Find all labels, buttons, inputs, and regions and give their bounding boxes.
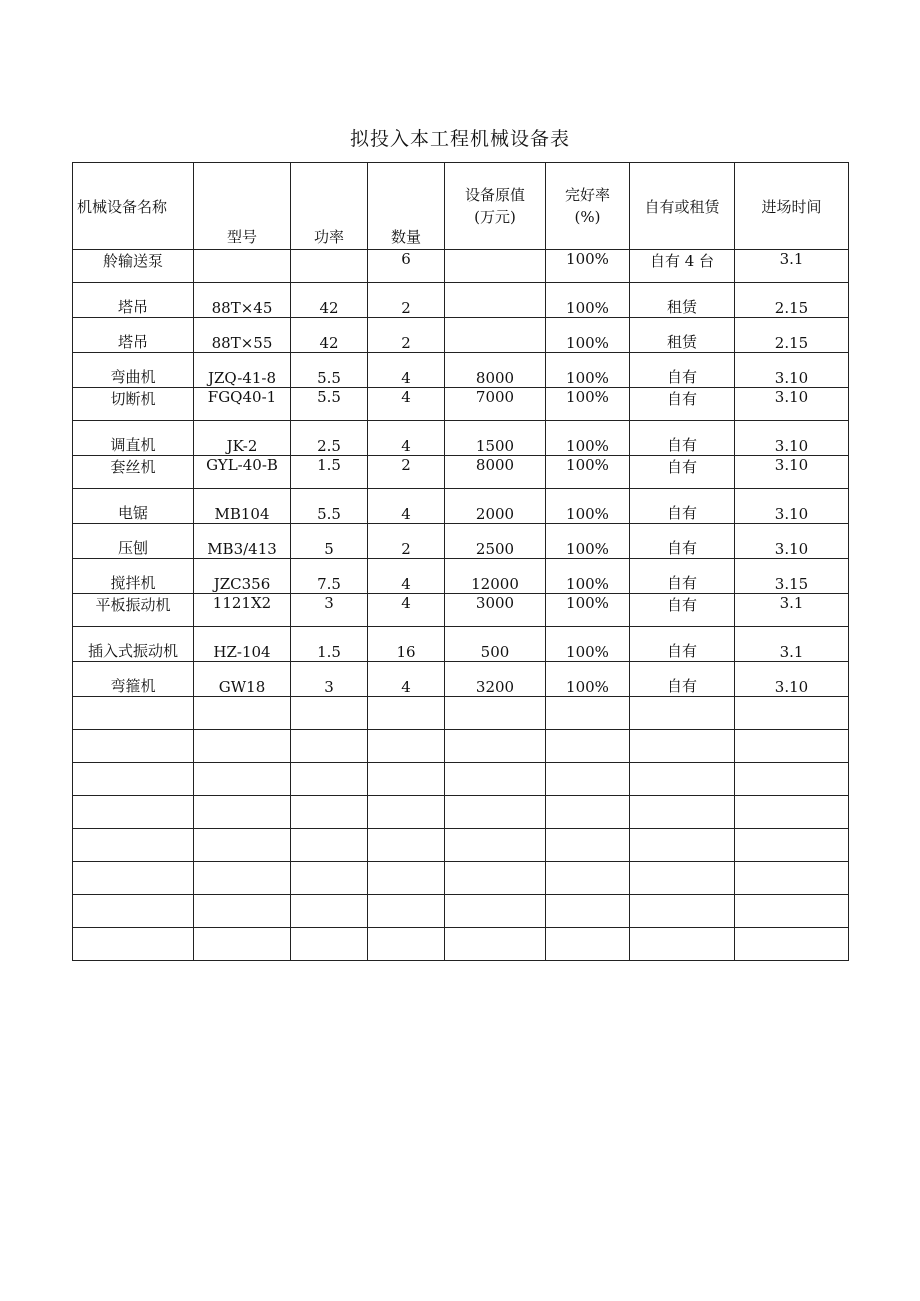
cell-power: 42 [291, 318, 368, 353]
cell-qty: 6 [368, 250, 445, 283]
cell-name: 塔吊 [73, 283, 194, 318]
cell-rate: 100% [546, 627, 630, 662]
cell-name: 切断机 [73, 388, 194, 421]
cell-entry: 2.15 [735, 318, 849, 353]
cell-power [291, 250, 368, 283]
cell-entry: 3.10 [735, 388, 849, 421]
cell-qty: 4 [368, 489, 445, 524]
cell-owned: 自有 [630, 456, 735, 489]
cell-rate: 100% [546, 524, 630, 559]
cell-name: 搅拌机 [73, 559, 194, 594]
header-power: 功率 [291, 163, 368, 250]
cell-model: MB3/413 [194, 524, 291, 559]
cell-value: 3200 [445, 662, 546, 697]
cell-entry: 3.15 [735, 559, 849, 594]
cell-name: 调直机 [73, 421, 194, 456]
table-row [73, 456, 849, 489]
cell-power: 5 [291, 524, 368, 559]
cell-power: 3 [291, 662, 368, 697]
empty-row [73, 895, 849, 928]
cell-qty: 2 [368, 318, 445, 353]
cell-owned: 租赁 [630, 283, 735, 318]
cell-qty: 4 [368, 594, 445, 627]
cell-power: 5.5 [291, 353, 368, 388]
cell-value [445, 250, 546, 283]
cell-model: MB104 [194, 489, 291, 524]
cell-model: 88T×45 [194, 283, 291, 318]
cell-name: 舲输送泵 [73, 250, 194, 283]
table-row [73, 353, 849, 388]
cell-power: 7.5 [291, 559, 368, 594]
cell-name: 塔吊 [73, 318, 194, 353]
header-value [445, 163, 546, 250]
header-qty: 数量 [368, 163, 445, 250]
cell-owned: 自有 [630, 559, 735, 594]
cell-owned: 自有 [630, 524, 735, 559]
cell-model [194, 250, 291, 283]
cell-qty: 4 [368, 559, 445, 594]
empty-row [73, 697, 849, 730]
header-value-line2: (万元) [474, 208, 516, 226]
cell-value: 2000 [445, 489, 546, 524]
cell-rate: 100% [546, 594, 630, 627]
cell-rate: 100% [546, 388, 630, 421]
cell-owned: 自有 4 台 [630, 250, 735, 283]
cell-value [445, 318, 546, 353]
cell-model: 88T×55 [194, 318, 291, 353]
cell-power: 5.5 [291, 489, 368, 524]
table-row [73, 283, 849, 318]
cell-name: 弯箍机 [73, 662, 194, 697]
cell-power: 3 [291, 594, 368, 627]
cell-entry: 2.15 [735, 283, 849, 318]
cell-qty: 2 [368, 283, 445, 318]
cell-model: HZ-104 [194, 627, 291, 662]
cell-power: 5.5 [291, 388, 368, 421]
cell-rate: 100% [546, 559, 630, 594]
cell-qty: 16 [368, 627, 445, 662]
cell-value: 7000 [445, 388, 546, 421]
cell-model: JZQ-41-8 [194, 353, 291, 388]
cell-entry: 3.1 [735, 627, 849, 662]
cell-power: 2.5 [291, 421, 368, 456]
empty-row [73, 928, 849, 961]
cell-name: 平板振动机 [73, 594, 194, 627]
cell-qty: 2 [368, 456, 445, 489]
table-row [73, 524, 849, 559]
cell-rate: 100% [546, 250, 630, 283]
table-row [73, 421, 849, 456]
cell-value: 12000 [445, 559, 546, 594]
cell-rate: 100% [546, 662, 630, 697]
header-name: 机械设备名称 [73, 163, 194, 250]
cell-entry: 3.10 [735, 421, 849, 456]
cell-model: JZC356 [194, 559, 291, 594]
header-rate [546, 163, 630, 250]
cell-power: 1.5 [291, 456, 368, 489]
cell-rate: 100% [546, 489, 630, 524]
cell-entry: 3.10 [735, 456, 849, 489]
cell-entry: 3.10 [735, 489, 849, 524]
cell-power: 42 [291, 283, 368, 318]
cell-entry: 3.10 [735, 524, 849, 559]
cell-rate: 100% [546, 421, 630, 456]
cell-entry: 3.1 [735, 250, 849, 283]
cell-owned: 自有 [630, 388, 735, 421]
cell-value [445, 283, 546, 318]
cell-value: 500 [445, 627, 546, 662]
cell-model: JK-2 [194, 421, 291, 456]
empty-row [73, 862, 849, 895]
cell-entry: 3.10 [735, 662, 849, 697]
cell-value: 3000 [445, 594, 546, 627]
cell-name: 插入式振动机 [73, 627, 194, 662]
cell-value: 1500 [445, 421, 546, 456]
cell-model: GYL-40-B [194, 456, 291, 489]
header-entry: 进场时间 [735, 163, 849, 250]
header-owned: 自有或租赁 [630, 163, 735, 250]
empty-row [73, 796, 849, 829]
cell-entry: 3.1 [735, 594, 849, 627]
cell-value: 2500 [445, 524, 546, 559]
table-row [73, 559, 849, 594]
table-row [73, 318, 849, 353]
cell-owned: 自有 [630, 594, 735, 627]
cell-name: 压刨 [73, 524, 194, 559]
cell-qty: 2 [368, 524, 445, 559]
table-row [73, 662, 849, 697]
table-row [73, 250, 849, 283]
page-title: 拟投入本工程机械设备表 [349, 128, 570, 150]
cell-owned: 租赁 [630, 318, 735, 353]
empty-row [73, 763, 849, 796]
cell-owned: 自有 [630, 662, 735, 697]
cell-qty: 4 [368, 353, 445, 388]
cell-qty: 4 [368, 388, 445, 421]
cell-owned: 自有 [630, 489, 735, 524]
cell-owned: 自有 [630, 353, 735, 388]
cell-name: 电锯 [73, 489, 194, 524]
equipment-table [72, 162, 849, 961]
empty-row [73, 730, 849, 763]
cell-model: FGQ40-1 [194, 388, 291, 421]
cell-rate: 100% [546, 353, 630, 388]
cell-power: 1.5 [291, 627, 368, 662]
cell-entry: 3.10 [735, 353, 849, 388]
table-row [73, 388, 849, 421]
cell-value: 8000 [445, 353, 546, 388]
cell-owned: 自有 [630, 627, 735, 662]
cell-model: 1121X2 [194, 594, 291, 627]
cell-name: 弯曲机 [73, 353, 194, 388]
cell-value: 8000 [445, 456, 546, 489]
header-value-line1: 设备原值 [464, 186, 525, 204]
cell-qty: 4 [368, 421, 445, 456]
empty-row [73, 829, 849, 862]
header-rate-line2: (%) [574, 208, 601, 226]
table-header-row [73, 163, 849, 250]
table-row [73, 627, 849, 662]
table-row [73, 489, 849, 524]
cell-qty: 4 [368, 662, 445, 697]
cell-rate: 100% [546, 456, 630, 489]
header-model: 型号 [194, 163, 291, 250]
cell-rate: 100% [546, 318, 630, 353]
cell-name: 套丝机 [73, 456, 194, 489]
table-row [73, 594, 849, 627]
cell-rate: 100% [546, 283, 630, 318]
cell-owned: 自有 [630, 421, 735, 456]
cell-model: GW18 [194, 662, 291, 697]
header-rate-line1: 完好率 [564, 186, 610, 204]
